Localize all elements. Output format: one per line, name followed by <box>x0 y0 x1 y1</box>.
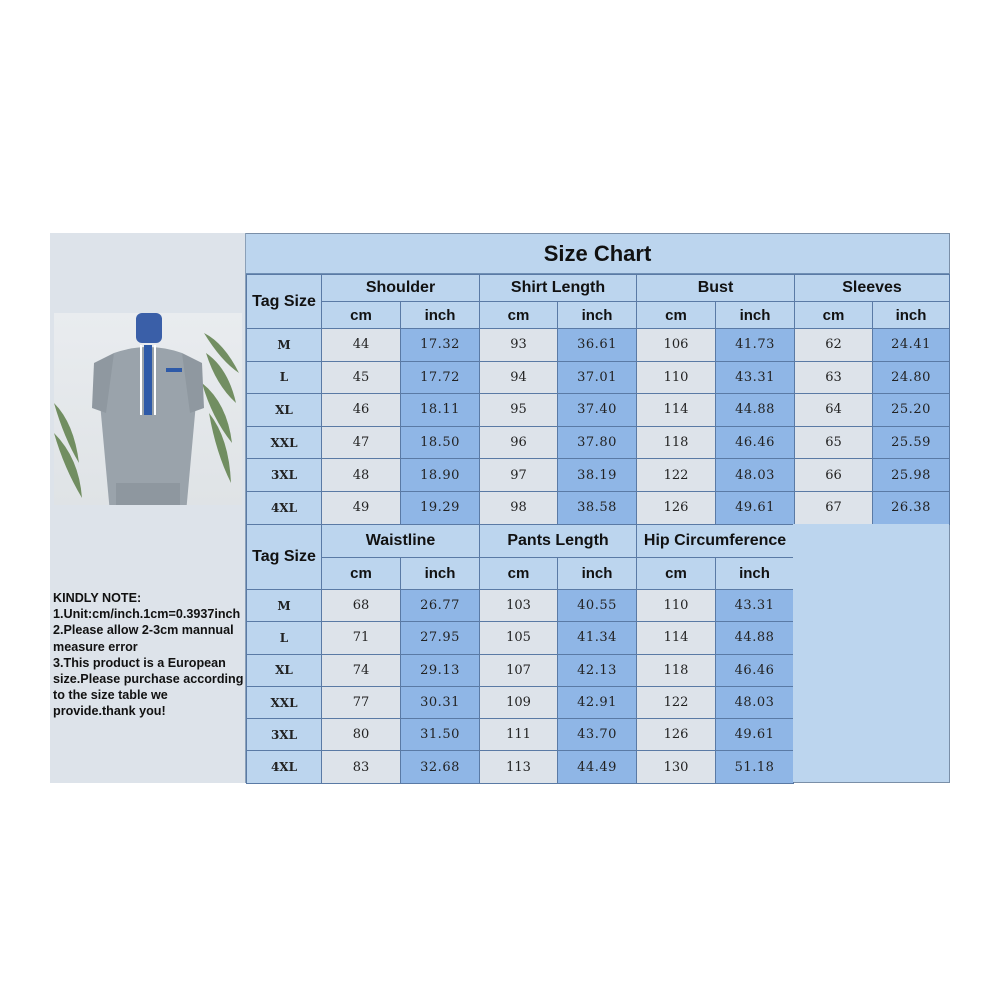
tag-size-cell: M <box>247 329 322 362</box>
inch-cell: 43.31 <box>716 590 794 622</box>
inch-cell: 31.50 <box>401 719 480 751</box>
inch-cell: 18.50 <box>401 426 480 459</box>
cm-cell: 83 <box>322 751 401 783</box>
group-header: Shirt Length <box>480 275 637 302</box>
cm-cell: 107 <box>480 654 558 686</box>
cm-cell: 46 <box>322 394 401 427</box>
inch-cell: 25.20 <box>873 394 950 427</box>
cm-cell: 94 <box>480 361 558 394</box>
cm-cell: 114 <box>637 622 716 654</box>
cm-cell: 63 <box>795 361 873 394</box>
inch-cell: 27.95 <box>401 622 480 654</box>
cm-cell: 68 <box>322 590 401 622</box>
unit-header-cm: cm <box>795 302 873 329</box>
cm-cell: 48 <box>322 459 401 492</box>
cm-cell: 44 <box>322 329 401 362</box>
cm-cell: 118 <box>637 654 716 686</box>
inch-cell: 43.70 <box>558 719 637 751</box>
table-row <box>247 751 794 783</box>
unit-header-inch: inch <box>401 558 480 590</box>
cm-cell: 126 <box>637 491 716 524</box>
inch-cell: 17.72 <box>401 361 480 394</box>
table-row <box>247 394 950 427</box>
unit-header-inch: inch <box>716 302 795 329</box>
cm-cell: 98 <box>480 491 558 524</box>
unit-header-inch: inch <box>873 302 950 329</box>
inch-cell: 25.59 <box>873 426 950 459</box>
inch-cell: 40.55 <box>558 590 637 622</box>
unit-header-cm: cm <box>322 302 401 329</box>
note-line: 1.Unit:cm/inch.1cm=0.3937inch <box>53 607 241 622</box>
cm-cell: 106 <box>637 329 716 362</box>
cm-cell: 77 <box>322 686 401 718</box>
group-header: Sleeves <box>795 275 950 302</box>
cm-cell: 65 <box>795 426 873 459</box>
cm-cell: 49 <box>322 491 401 524</box>
inch-cell: 24.41 <box>873 329 950 362</box>
table-filler <box>793 524 949 782</box>
cm-cell: 110 <box>637 590 716 622</box>
inch-cell: 38.19 <box>558 459 637 492</box>
table-row <box>247 686 794 718</box>
cm-cell: 130 <box>637 751 716 783</box>
group-header: Shoulder <box>322 275 480 302</box>
inch-cell: 42.13 <box>558 654 637 686</box>
tag-size-header: Tag Size <box>247 525 322 590</box>
table-row <box>247 491 950 524</box>
cm-cell: 71 <box>322 622 401 654</box>
inch-cell: 48.03 <box>716 459 795 492</box>
unit-header-cm: cm <box>322 558 401 590</box>
tag-size-cell: XXL <box>247 686 322 718</box>
inch-cell: 38.58 <box>558 491 637 524</box>
size-table-lower <box>246 524 794 784</box>
note-line: 2.Please allow 2-3cm mannual measure error <box>53 623 234 654</box>
product-photo <box>54 313 242 505</box>
cm-cell: 118 <box>637 426 716 459</box>
table-row <box>247 590 794 622</box>
tag-size-cell: 4XL <box>247 751 322 783</box>
inch-cell: 41.73 <box>716 329 795 362</box>
cm-cell: 114 <box>637 394 716 427</box>
inch-cell: 42.91 <box>558 686 637 718</box>
table-row <box>247 622 794 654</box>
cm-cell: 103 <box>480 590 558 622</box>
inch-cell: 29.13 <box>401 654 480 686</box>
inch-cell: 24.80 <box>873 361 950 394</box>
inch-cell: 41.34 <box>558 622 637 654</box>
inch-cell: 46.46 <box>716 654 794 686</box>
table-row <box>247 329 950 362</box>
unit-header-cm: cm <box>480 302 558 329</box>
unit-header-cm: cm <box>637 558 716 590</box>
cm-cell: 110 <box>637 361 716 394</box>
inch-cell: 51.18 <box>716 751 794 783</box>
tag-size-cell: 3XL <box>247 719 322 751</box>
table-row <box>247 361 950 394</box>
unit-header-cm: cm <box>637 302 716 329</box>
tag-size-cell: L <box>247 622 322 654</box>
inch-cell: 48.03 <box>716 686 794 718</box>
inch-cell: 44.88 <box>716 394 795 427</box>
inch-cell: 17.32 <box>401 329 480 362</box>
inch-cell: 46.46 <box>716 426 795 459</box>
table-row <box>247 426 950 459</box>
unit-header-inch: inch <box>558 558 637 590</box>
inch-cell: 25.98 <box>873 459 950 492</box>
inch-cell: 37.80 <box>558 426 637 459</box>
cm-cell: 122 <box>637 686 716 718</box>
cm-cell: 74 <box>322 654 401 686</box>
cm-cell: 122 <box>637 459 716 492</box>
cm-cell: 93 <box>480 329 558 362</box>
cm-cell: 97 <box>480 459 558 492</box>
cm-cell: 47 <box>322 426 401 459</box>
inch-cell: 37.40 <box>558 394 637 427</box>
unit-header-inch: inch <box>716 558 794 590</box>
cm-cell: 80 <box>322 719 401 751</box>
inch-cell: 19.29 <box>401 491 480 524</box>
cm-cell: 64 <box>795 394 873 427</box>
unit-header-cm: cm <box>480 558 558 590</box>
cm-cell: 109 <box>480 686 558 718</box>
model-illustration <box>54 313 242 505</box>
inch-cell: 18.90 <box>401 459 480 492</box>
tag-size-header: Tag Size <box>247 275 322 329</box>
group-header: Hip Circumference <box>637 525 794 558</box>
inch-cell: 32.68 <box>401 751 480 783</box>
cm-cell: 126 <box>637 719 716 751</box>
table-row <box>247 654 794 686</box>
inch-cell: 43.31 <box>716 361 795 394</box>
inch-cell: 26.38 <box>873 491 950 524</box>
cm-cell: 95 <box>480 394 558 427</box>
note-line: KINDLY NOTE: <box>53 591 142 605</box>
inch-cell: 49.61 <box>716 491 795 524</box>
inch-cell: 44.49 <box>558 751 637 783</box>
kindly-note <box>53 590 245 720</box>
inch-cell: 49.61 <box>716 719 794 751</box>
table-row <box>247 459 950 492</box>
cm-cell: 62 <box>795 329 873 362</box>
cm-cell: 111 <box>480 719 558 751</box>
inch-cell: 37.01 <box>558 361 637 394</box>
tag-size-cell: XL <box>247 394 322 427</box>
note-line: 3.This product is a European size.Please purchase according to the size table we provide.thank you! <box>53 655 244 719</box>
group-header: Bust <box>637 275 795 302</box>
cm-cell: 45 <box>322 361 401 394</box>
inch-cell: 44.88 <box>716 622 794 654</box>
unit-header-inch: inch <box>401 302 480 329</box>
cm-cell: 113 <box>480 751 558 783</box>
tag-size-cell: 3XL <box>247 459 322 492</box>
inch-cell: 36.61 <box>558 329 637 362</box>
cm-cell: 105 <box>480 622 558 654</box>
cm-cell: 96 <box>480 426 558 459</box>
group-header: Pants Length <box>480 525 637 558</box>
inch-cell: 30.31 <box>401 686 480 718</box>
tag-size-cell: XL <box>247 654 322 686</box>
group-header: Waistline <box>322 525 480 558</box>
unit-header-inch: inch <box>558 302 637 329</box>
cm-cell: 66 <box>795 459 873 492</box>
tag-size-cell: 4XL <box>247 491 322 524</box>
inch-cell: 26.77 <box>401 590 480 622</box>
tag-size-cell: L <box>247 361 322 394</box>
size-table-upper <box>246 274 950 525</box>
cm-cell: 67 <box>795 491 873 524</box>
table-row <box>247 719 794 751</box>
inch-cell: 18.11 <box>401 394 480 427</box>
tag-size-cell: M <box>247 590 322 622</box>
tag-size-cell: XXL <box>247 426 322 459</box>
chart-title: Size Chart <box>246 234 949 274</box>
